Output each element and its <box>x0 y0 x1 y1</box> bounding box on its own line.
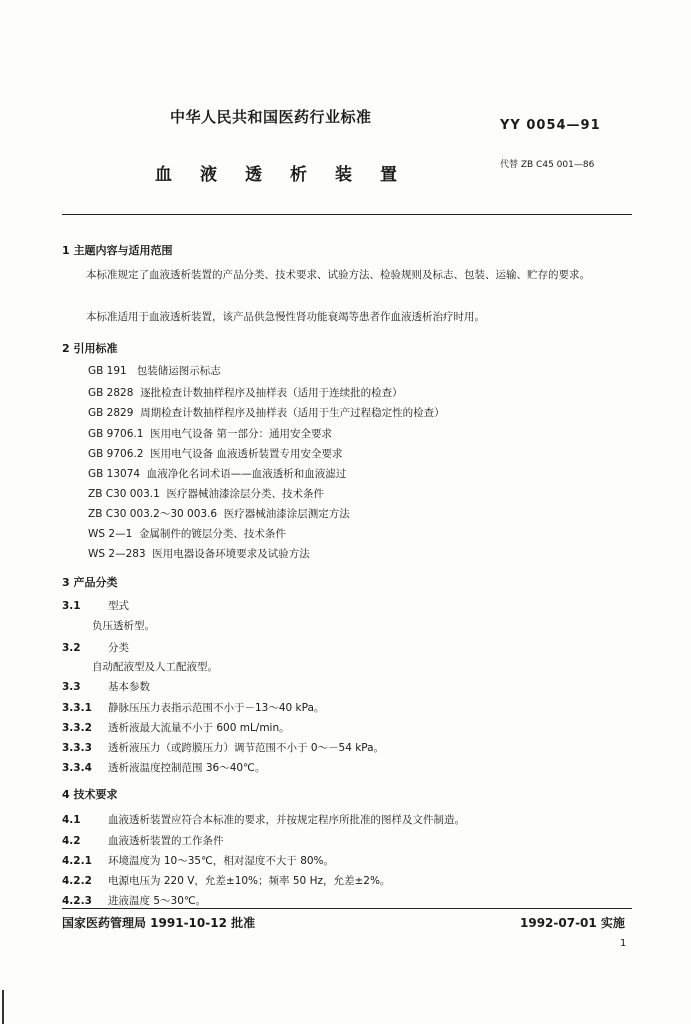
reference-title: 医用电气设备 血液透析装置专用安全要求 <box>150 448 343 460</box>
clause-text: 透析液最大流量不小于 600 mL/min。 <box>108 722 290 734</box>
clause-number: 3.1 <box>62 600 81 612</box>
section-1-paragraph-2: 本标准适用于血液透析装置，该产品供急慢性肾功能衰竭等患者作血液透析治疗时用。 <box>86 311 485 323</box>
reference-item <box>88 507 350 522</box>
clause-number: 3.3.1 <box>62 702 92 714</box>
clause-text: 透析液温度控制范围 36～40℃。 <box>108 762 266 774</box>
effective-date-line: 1992-07-01 实施 <box>520 916 625 930</box>
section-1-heading: 1 主题内容与适用范围 <box>62 244 173 257</box>
clause-text: 透析液压力（或跨膜压力）调节范围不小于 0～－54 kPa。 <box>108 742 385 754</box>
reference-item <box>88 364 221 379</box>
reference-code: GB 13074 <box>88 468 141 480</box>
clause <box>62 760 265 775</box>
clause-text: 型式 <box>108 600 129 612</box>
footer-rule <box>62 908 632 909</box>
clause-number: 3.3.2 <box>62 722 92 734</box>
reference-title: 医疗器械油漆涂层分类、技术条件 <box>166 488 325 500</box>
reference-title: 医用电器设备环境要求及试验方法 <box>152 548 310 560</box>
standard-code: YY 0054—91 <box>500 118 601 133</box>
clause <box>62 833 224 848</box>
clause <box>62 700 324 715</box>
clause-text: 进液温度 5～30℃。 <box>108 895 207 907</box>
reference-title: 医疗器械油漆涂层测定方法 <box>223 508 350 520</box>
section-1-paragraph-1: 本标准规定了血液透析装置的产品分类、技术要求、试验方法、检验规则及标志、包装、运输、贮存的要求。 <box>86 269 590 281</box>
page-number: 1 <box>620 938 627 949</box>
reference-code: ZB C30 003.2～30 003.6 <box>88 508 218 520</box>
reference-code: ZB C30 003.1 <box>88 488 160 500</box>
section-3-heading: 3 产品分类 <box>62 576 118 589</box>
clause-text: 静脉压压力表指示范围不小于－13～40 kPa。 <box>108 702 325 714</box>
clause-text: 分类 <box>108 642 129 654</box>
clause <box>62 740 384 755</box>
scan-edge-mark <box>2 990 4 1024</box>
reference-code: GB 2829 <box>88 407 134 419</box>
reference-title: 血液净化名词术语——血液透析和血液滤过 <box>146 468 347 480</box>
clause <box>62 598 129 613</box>
clause-text: 环境温度为 10～35℃，相对湿度不大于 80%。 <box>108 855 335 867</box>
issuing-organization: 中华人民共和国医药行业标准 <box>170 108 372 126</box>
clause <box>62 640 129 655</box>
clause <box>62 720 290 735</box>
document-title: 血液透析装置 <box>155 165 425 185</box>
section-4-heading: 4 技术要求 <box>62 788 118 801</box>
clause-number: 3.3.3 <box>62 742 92 754</box>
reference-title: 金属制件的镀层分类、技术条件 <box>138 528 286 540</box>
clause-text: 血液透析装置应符合本标准的要求，并按规定程序所批准的图样及文件制造。 <box>108 814 465 826</box>
clause-number: 4.2.2 <box>62 875 92 887</box>
reference-code: GB 191 <box>88 365 127 377</box>
clause <box>62 679 150 694</box>
reference-code: GB 9706.1 <box>88 428 144 440</box>
clause-text: 血液透析装置的工作条件 <box>108 835 224 847</box>
reference-title: 周期检查计数抽样程序及抽样表（适用于生产过程稳定性的检查） <box>140 407 445 419</box>
clause-number: 4.2.3 <box>62 895 92 907</box>
clause-number: 4.1 <box>62 814 81 826</box>
reference-item <box>88 386 403 401</box>
clause <box>62 853 334 868</box>
clause-number: 4.2.1 <box>62 855 92 867</box>
approval-line: 国家医药管理局 1991-10-12 批准 <box>62 916 256 930</box>
clause-body: 负压透析型。 <box>92 620 155 632</box>
reference-item <box>88 406 445 421</box>
reference-item <box>88 467 346 482</box>
section-2-heading: 2 引用标准 <box>62 342 118 355</box>
clause-number: 3.2 <box>62 642 81 654</box>
header-rule <box>62 214 632 215</box>
clause-body: 自动配液型及人工配液型。 <box>92 661 218 673</box>
clause-number: 3.3 <box>62 681 81 693</box>
reference-code: GB 9706.2 <box>88 448 144 460</box>
clause-number: 3.3.4 <box>62 762 92 774</box>
reference-code: WS 2—283 <box>88 548 146 560</box>
clause <box>62 812 465 827</box>
clause-text: 基本参数 <box>108 681 150 693</box>
clause-text: 电源电压为 220 V，允差±10%；频率 50 Hz，允差±2%。 <box>108 875 391 887</box>
clause-number: 4.2 <box>62 835 81 847</box>
reference-title: 逐批检查计数抽样程序及抽样表（适用于连续批的检查） <box>140 387 403 399</box>
reference-item <box>88 547 310 562</box>
reference-title: 医用电气设备 第一部分：通用安全要求 <box>150 428 332 440</box>
reference-item <box>88 427 332 442</box>
clause <box>62 873 390 888</box>
reference-item <box>88 447 342 462</box>
reference-item <box>88 527 286 542</box>
clause <box>62 893 206 908</box>
reference-code: GB 2828 <box>88 387 134 399</box>
reference-title: 包装储运图示标志 <box>136 365 221 377</box>
reference-code: WS 2—1 <box>88 528 133 540</box>
replaces-standard: 代替 ZB C45 001—86 <box>500 160 595 170</box>
reference-item <box>88 487 324 502</box>
